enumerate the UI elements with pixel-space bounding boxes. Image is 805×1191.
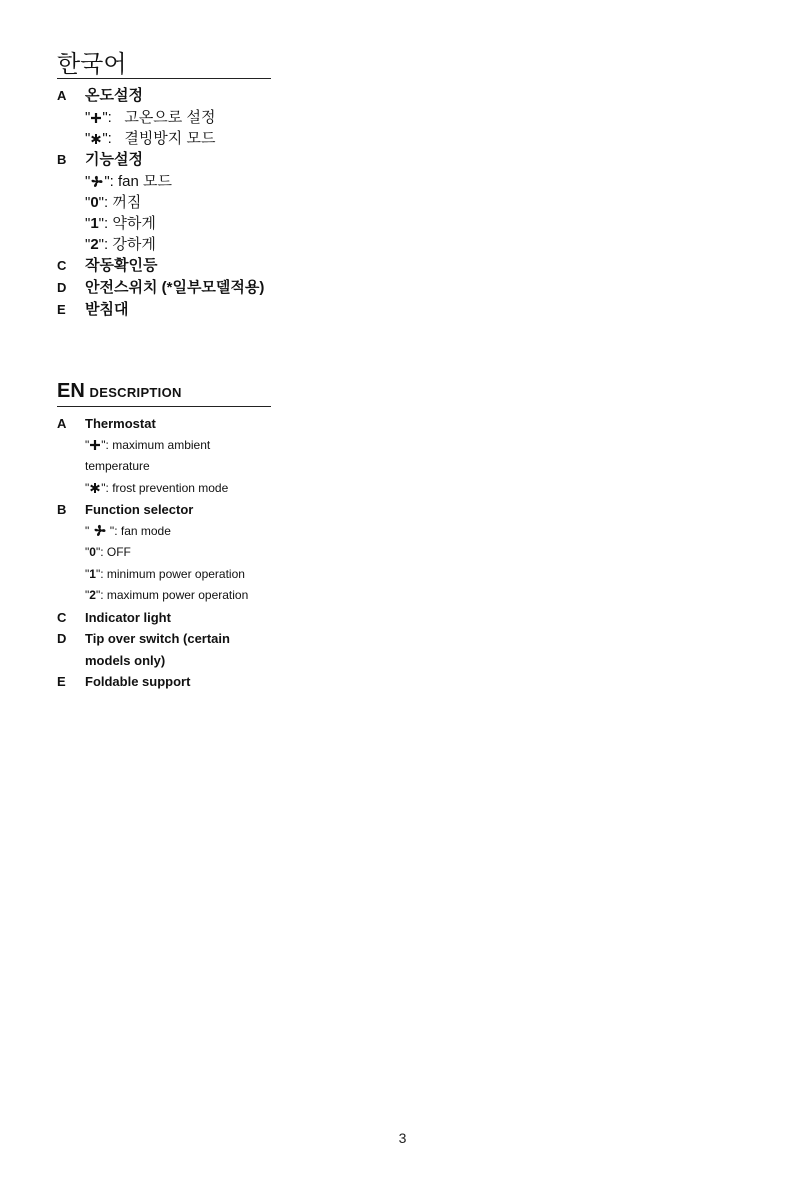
ko-thermostat-max: " ": 고온으로 설정 xyxy=(85,109,216,126)
en-item-c xyxy=(57,607,271,629)
ko-item-a-title: 온도설정 xyxy=(85,87,143,104)
ko-thermostat-frost: " ": 결빙방지 모드 xyxy=(85,130,216,147)
en-function-max: "2": maximum power operation xyxy=(85,588,249,602)
description-heading: DESCRIPTION xyxy=(89,385,182,400)
item-letter: A xyxy=(57,88,67,103)
ko-item-b-title: 기능설정 xyxy=(85,151,143,168)
en-item-d-title: Tip over switch (certain models only) xyxy=(85,631,230,668)
item-letter: A xyxy=(57,416,67,431)
en-item-a xyxy=(57,413,271,499)
ko-function-fan: " ": fan 모드 xyxy=(85,173,172,190)
korean-heading: 한국어 xyxy=(57,52,271,79)
plus-icon xyxy=(89,438,101,452)
item-letter: D xyxy=(57,631,67,646)
item-letter: E xyxy=(57,302,66,317)
snowflake-icon xyxy=(89,481,101,495)
en-item-e xyxy=(57,671,271,693)
ko-item-c-title: 작동확인등 xyxy=(85,257,158,274)
item-letter: D xyxy=(57,280,67,295)
en-item-b xyxy=(57,499,271,607)
ko-item-e xyxy=(57,299,271,321)
en-item-b-title: Function selector xyxy=(85,502,194,517)
item-letter: B xyxy=(57,502,67,517)
en-function-off: "0": OFF xyxy=(85,545,131,559)
en-item-a-title: Thermostat xyxy=(85,416,156,431)
fan-icon xyxy=(93,524,107,538)
ko-item-d-title: 안전스위치 (*일부모델적용) xyxy=(85,279,265,296)
ko-item-c xyxy=(57,255,271,277)
ko-item-d xyxy=(57,277,271,299)
page-number: 3 xyxy=(398,1130,407,1146)
snowflake-icon xyxy=(90,130,102,147)
item-letter: E xyxy=(57,674,66,689)
en-item-e-title: Foldable support xyxy=(85,674,191,689)
en-function-min: "1": minimum power operation xyxy=(85,566,245,581)
en-item-c-title: Indicator light xyxy=(85,609,171,625)
ko-item-b xyxy=(57,149,271,255)
ko-item-e-title: 받침대 xyxy=(85,301,129,318)
english-section xyxy=(57,378,271,693)
ko-function-low: "1": 약하게 xyxy=(85,215,156,232)
item-letter: C xyxy=(57,609,67,625)
ko-function-off: "0": 꺼짐 xyxy=(85,194,142,211)
english-heading xyxy=(57,378,271,407)
en-item-d xyxy=(57,628,271,671)
fan-icon xyxy=(90,173,104,190)
en-function-fan: " ": fan mode xyxy=(85,523,171,538)
item-letter: B xyxy=(57,152,67,167)
item-letter: C xyxy=(57,258,67,273)
ko-function-high: "2": 강하게 xyxy=(85,236,156,253)
korean-section xyxy=(57,52,271,321)
en-thermostat-frost: " ": frost prevention mode xyxy=(85,480,229,495)
en-thermostat-max: " ": maximum ambient temperature xyxy=(85,437,211,473)
ko-item-a xyxy=(57,85,271,149)
plus-icon xyxy=(90,109,102,126)
language-code: EN xyxy=(57,380,85,402)
